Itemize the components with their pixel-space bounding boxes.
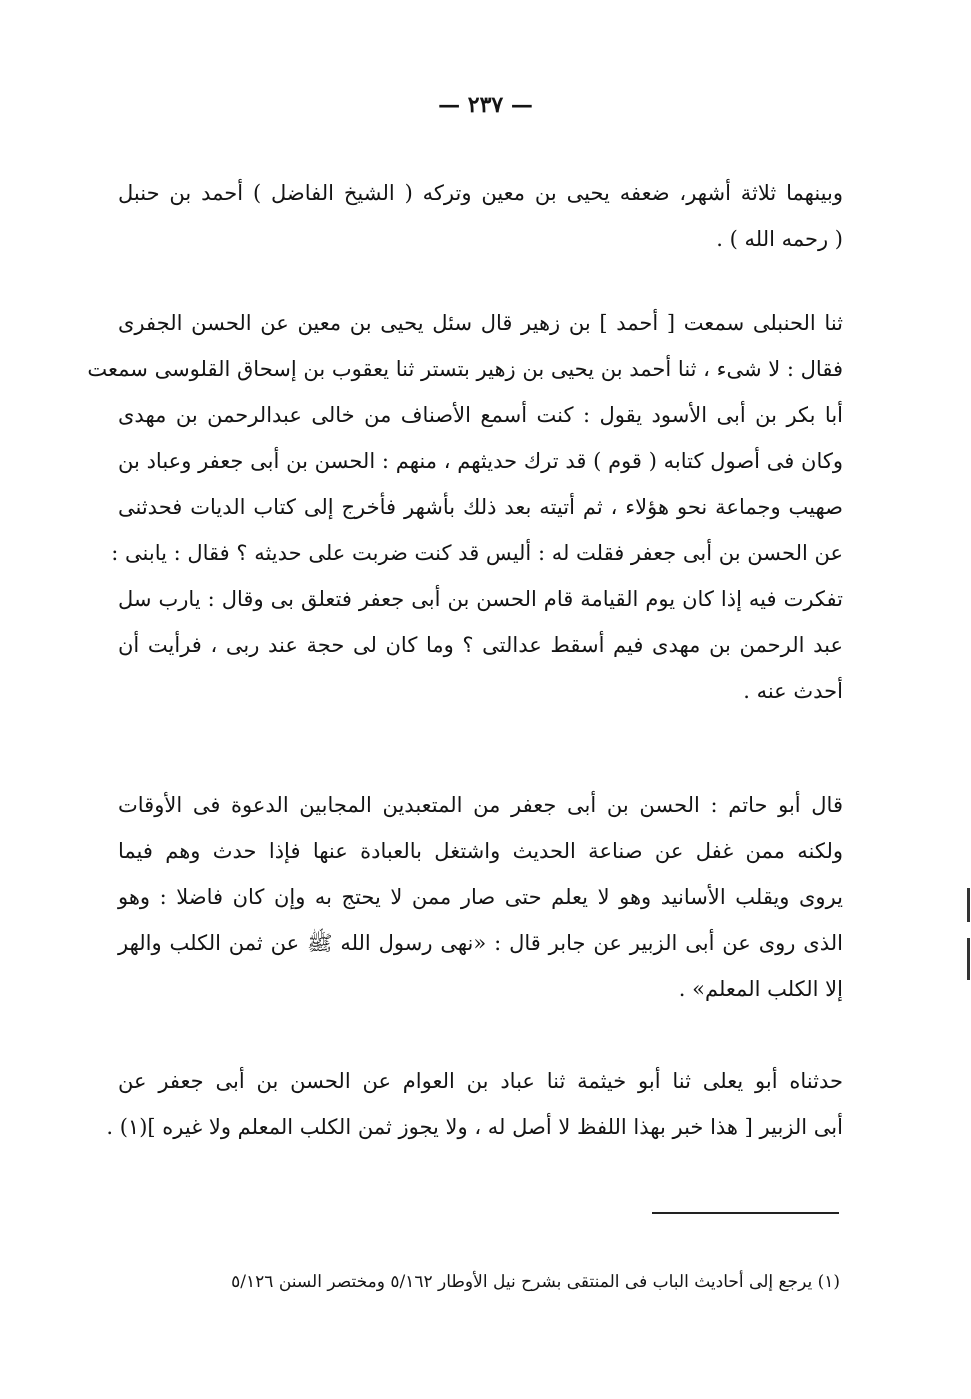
footnote: (١) يرجع إلى أحاديث الباب فى المنتقى بشرح نيل الأوطار ٥/١٦٢ ومختصر السنن ٥/١٢٦ [231, 1272, 840, 1292]
paragraph-4 [106, 1058, 843, 1150]
text-line: يروى ويقلب الأسانيد وهو لا يعلم حتى صار ممن لا يحتج به وإن كان فاضلا : وهو [118, 885, 843, 909]
text-line: أبا بكر بن أبى الأسود يقول : كنت أسمع الأصناف من خالى عبدالرحمن بن مهدى [118, 403, 843, 427]
text-line: صهيب وجماعة نحو هؤلاء ، ثم أتيته بعد ذلك بأشهر فأخرج إلى كتاب الديات فحدثنى [118, 495, 843, 519]
text-line: حدثناه أبو يعلى ثنا أبو خيثمة ثنا عباد بن العوام عن الحسن بن أبى جعفر عن [118, 1069, 843, 1093]
scan-margin-mark [967, 888, 970, 922]
paragraph-2 [87, 300, 843, 714]
text-line: تفكرت فيه إذا كان يوم القيامة قام الحسن بن أبى جعفر فتعلق بى وقال : يارب سل [118, 587, 843, 611]
text-line: ( رحمه الله ) . [716, 227, 843, 251]
text-line: ولكنه ممن غفل عن صناعة الحديث واشتغل بالعبادة عنها فإذا حدث وهم فيما [118, 839, 843, 863]
text-line: قال أبو حاتم : الحسن بن أبى جعفر من المتعبدين المجابين الدعوة فى الأوقات [118, 793, 843, 817]
paragraph-3 [118, 782, 843, 1012]
text-line: ثنا الحنبلى سمعت [ أحمد ] بن زهير قال سئل يحيى بن معين عن الحسن الجفرى [118, 311, 843, 335]
text-line: فقال : لا شىء ، ثنا أحمد بن يحيى بن زهير بتستر ثنا يعقوب بن إسحاق القلوسى سمعت [87, 357, 843, 381]
text-line: أبى الزبير [ هذا خبر بهذا اللفظ لا أصل له ، ولا يجوز ثمن الكلب المعلم ولا غيره ](١) . [106, 1115, 843, 1139]
scan-margin-mark [967, 938, 970, 980]
footnote-divider [652, 1212, 839, 1214]
text-line: أحدث عنه . [743, 679, 843, 703]
text-line: الذى روى عن أبى الزبير عن جابر قال : «نهى رسول الله ﷺ عن ثمن الكلب والهر [118, 931, 843, 955]
text-line: عن الحسن بن أبى جعفر فقلت له : أليس قد كنت ضربت على حديثه ؟ فقال : يابنى : [111, 541, 843, 565]
paragraph-1 [118, 170, 843, 262]
page-number: — ٢٣٧ — [438, 92, 533, 118]
text-line: وبينهما ثلاثة أشهر، ضعفه يحيى بن معين وتركه ( الشيخ الفاضل ) أحمد بن حنبل [118, 181, 843, 205]
text-line: إلا الكلب المعلم» . [678, 977, 843, 1001]
text-line: عبد الرحمن بن مهدى فيم أسقط عدالتى ؟ وما كان لى حجة عند ربى ، فرأيت أن [118, 633, 843, 657]
text-line: وكان فى أصول كتابه ( قوم ) قد ترك حديثهم ، منهم : الحسن بن أبى جعفر وعباد بن [118, 449, 843, 473]
